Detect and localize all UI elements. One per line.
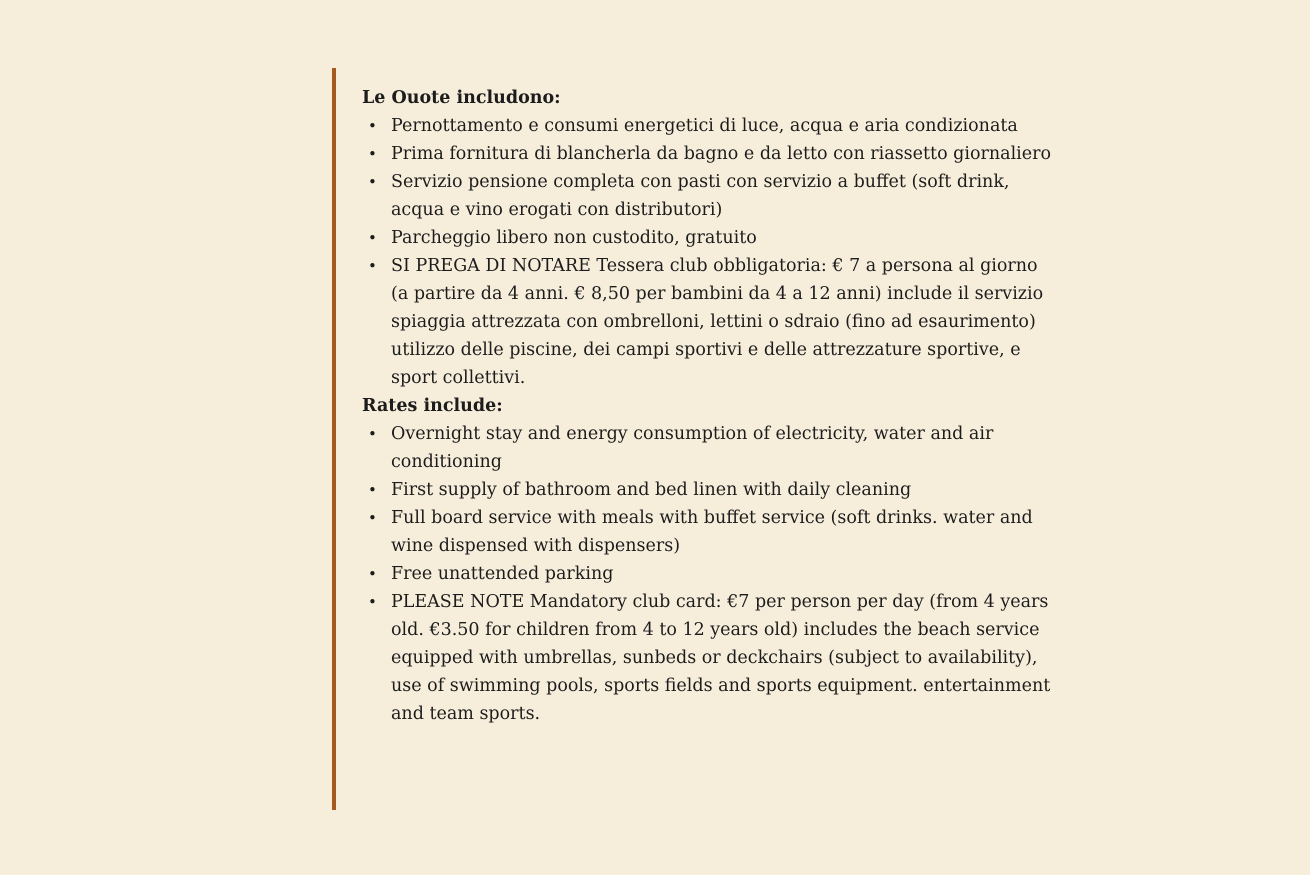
list-item [362, 504, 1052, 560]
english-rates-list [362, 420, 1052, 728]
section-heading-italian: Le Ouote includono: [362, 88, 561, 108]
list-item-text: Pernottamento e consumi energetici di luce, acqua e aria condizionata [391, 116, 1018, 136]
list-item-text: SI PREGA DI NOTARE Tessera club obbligatoria: € 7 a persona al giorno (a partire da 4 anni. € 8,50 per bambini da 4 a 12 anni) include il servizio spiaggia attrezzata con ombrelloni, lettini o sdraio (fino ad esaurimento) utilizzo delle piscine, dei campi sportivi e delle attrezzature sportive, e sport collettivi. [391, 256, 1044, 388]
list-item-text: Full board service with meals with buffet service (soft drinks. water and wine dispensed with dispensers) [391, 508, 1033, 556]
section-heading-english: Rates include: [362, 396, 503, 416]
bullet-icon: • [368, 145, 377, 163]
list-item [362, 420, 1052, 476]
accent-bar [332, 68, 336, 810]
bullet-icon: • [368, 173, 377, 191]
rates-content [362, 84, 1052, 728]
list-item-text: Parcheggio libero non custodito, gratuito [391, 228, 757, 248]
list-item [362, 560, 1052, 588]
list-item-text: Free unattended parking [391, 564, 614, 584]
list-item-text: First supply of bathroom and bed linen with daily cleaning [391, 480, 912, 500]
bullet-icon: • [368, 593, 377, 611]
bullet-icon: • [368, 565, 377, 583]
list-item [362, 476, 1052, 504]
list-item [362, 588, 1052, 728]
list-item-text: Prima fornitura di blancherla da bagno e da letto con riassetto giornaliero [391, 144, 1052, 164]
list-item [362, 112, 1052, 140]
bullet-icon: • [368, 229, 377, 247]
bullet-icon: • [368, 509, 377, 527]
bullet-icon: • [368, 481, 377, 499]
italian-rates-list [362, 112, 1052, 392]
list-item-text: Overnight stay and energy consumption of electricity, water and air conditioning [391, 424, 994, 472]
list-item [362, 224, 1052, 252]
list-item-text: PLEASE NOTE Mandatory club card: €7 per person per day (from 4 years old. €3.50 for children from 4 to 12 years old) includes the beach service equipped with umbrellas, sunbeds or deckchairs (subject to availability), use of swimming pools, sports fields and sports equipment. entertainment and team sports. [391, 592, 1051, 724]
list-item [362, 140, 1052, 168]
bullet-icon: • [368, 425, 377, 443]
bullet-icon: • [368, 257, 377, 275]
list-item [362, 168, 1052, 224]
list-item-text: Servizio pensione completa con pasti con servizio a buffet (soft drink, acqua e vino erogati con distributori) [391, 172, 1010, 220]
bullet-icon: • [368, 117, 377, 135]
list-item [362, 252, 1052, 392]
